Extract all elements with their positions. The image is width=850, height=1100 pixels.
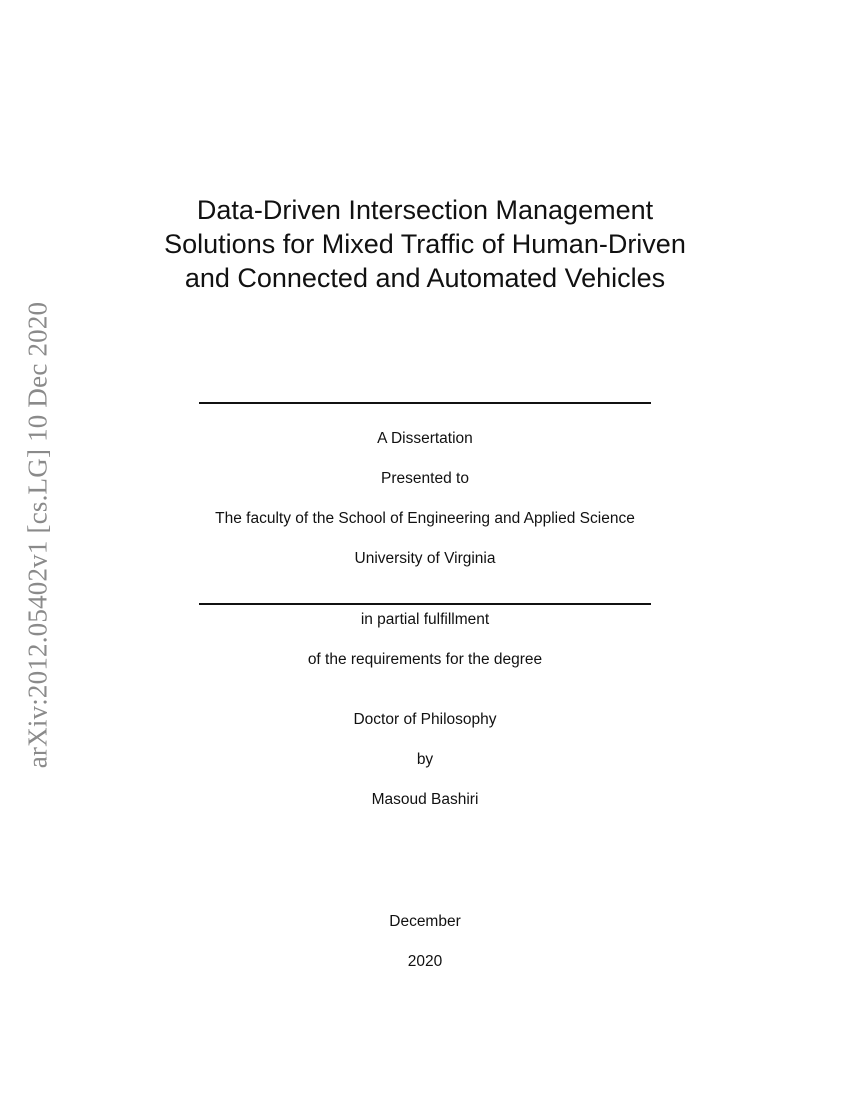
degree-name: Doctor of Philosophy bbox=[353, 711, 497, 728]
horizontal-rule-bottom bbox=[199, 603, 651, 605]
dissertation-title bbox=[100, 193, 750, 295]
arxiv-identifier-stamp: arXiv:2012.05402v1 [cs.LG] 10 Dec 2020 bbox=[22, 301, 53, 769]
author-name: Masoud Bashiri bbox=[371, 791, 479, 808]
title-line: Data-Driven Intersection Management bbox=[196, 195, 654, 225]
presented-to-label: Presented to bbox=[381, 470, 469, 487]
university-name: University of Virginia bbox=[354, 550, 496, 567]
faculty-name: The faculty of the School of Engineering and Applied Science bbox=[215, 510, 635, 527]
horizontal-rule-top bbox=[199, 402, 651, 404]
by-label: by bbox=[416, 751, 434, 768]
date-month: December bbox=[389, 913, 461, 930]
requirements-text: of the requirements for the degree bbox=[307, 651, 543, 668]
title-line: and Connected and Automated Vehicles bbox=[184, 263, 666, 293]
fulfillment-text: in partial fulfillment bbox=[360, 611, 490, 628]
title-line: Solutions for Mixed Traffic of Human-Driven bbox=[164, 229, 686, 259]
date-year: 2020 bbox=[407, 953, 443, 970]
dissertation-label: A Dissertation bbox=[377, 430, 473, 447]
